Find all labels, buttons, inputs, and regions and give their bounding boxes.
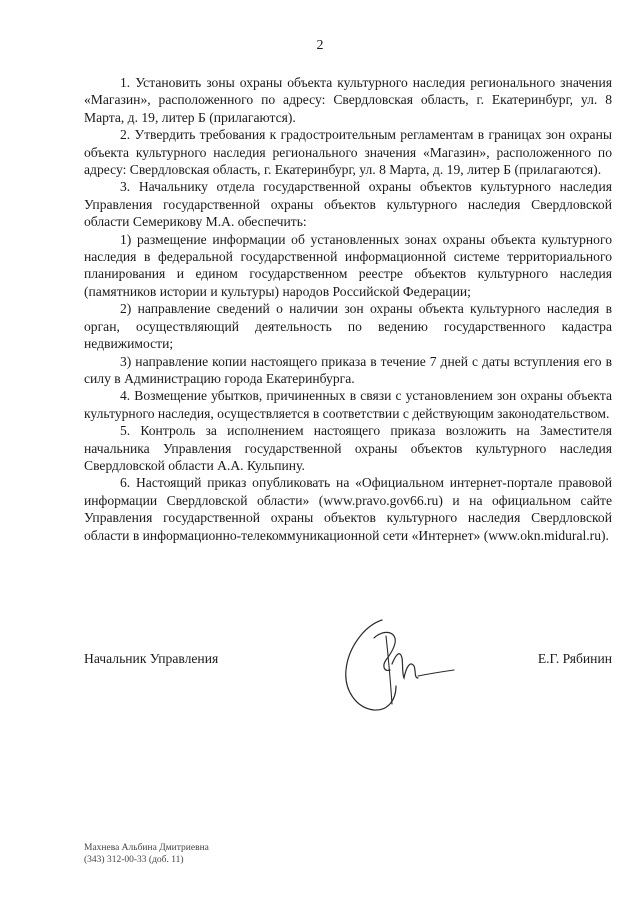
signatory-name: Е.Г. Рябинин — [537, 651, 612, 666]
page-number: 2 — [316, 38, 324, 53]
paragraph-3: 3. Начальнику отдела государственной охраны объектов культурного наследия Управления государственной охраны объектов культурного наследия Свердловской области Семерикову М.А. обеспечить: — [84, 179, 612, 230]
executor-name: Махнева Альбина Дмитриевна — [84, 843, 209, 853]
paragraph-3-2: 2) направление сведений о наличии зон охраны объекта культурного наследия в орган, осуществляющий деятельность по ведению государственного кадастра недвижимости; — [84, 301, 612, 352]
paragraph-3-1: 1) размещение информации об установленных зонах охраны объекта культурного наследия в федеральной государственной информационной системе территориального планирования и едином государственном реестре объектов культурного наследия (памятников истории и культуры) народов Российской Федерации; — [84, 231, 612, 299]
handwritten-signature — [330, 608, 460, 718]
paragraph-2: 2. Утвердить требования к градостроительным регламентам в границах зон охраны объекта культурного наследия регионального значения «Магазин», расположенного по адресу: Свердловская область, г. Екатеринбург, ул. 8 Марта, д. 19, литер Б (прилагаются). — [84, 127, 612, 178]
signatory-title: Начальник Управления — [84, 651, 219, 666]
executor-phone: (343) 312-00-33 (доб. 11) — [84, 855, 184, 865]
paragraph-3-3: 3) направление копии настоящего приказа в течение 7 дней с даты вступления его в силу в Администрацию города Екатеринбурга. — [84, 353, 612, 386]
paragraph-6: 6. Настоящий приказ опубликовать на «Официальном интернет-портале правовой информации Свердловской области» (www.pravo.gov66.ru) и на официальном сайте Управления государственной охраны объектов культурного наследия Свердловской области в информационно-телекоммуникационной сети «Интернет» (www.okn.midural.ru). — [84, 475, 612, 543]
order-body — [84, 74, 612, 544]
paragraph-1: 1. Установить зоны охраны объекта культурного наследия регионального значения «Магазин», расположенного по адресу: Свердловская область, г. Екатеринбург, ул. 8 Марта, д. 19, литер Б (прилагаются). — [84, 75, 612, 125]
paragraph-4: 4. Возмещение убытков, причиненных в связи с установлением зон охраны объекта культурного наследия, осуществляется в соответствии с действующим законодательством. — [84, 388, 612, 421]
executor-info — [84, 842, 209, 866]
paragraph-5: 5. Контроль за исполнением настоящего приказа возложить на Заместителя начальника Управления государственной охраны объектов культурного наследия Свердловской области А.А. Кульпину. — [84, 423, 612, 473]
